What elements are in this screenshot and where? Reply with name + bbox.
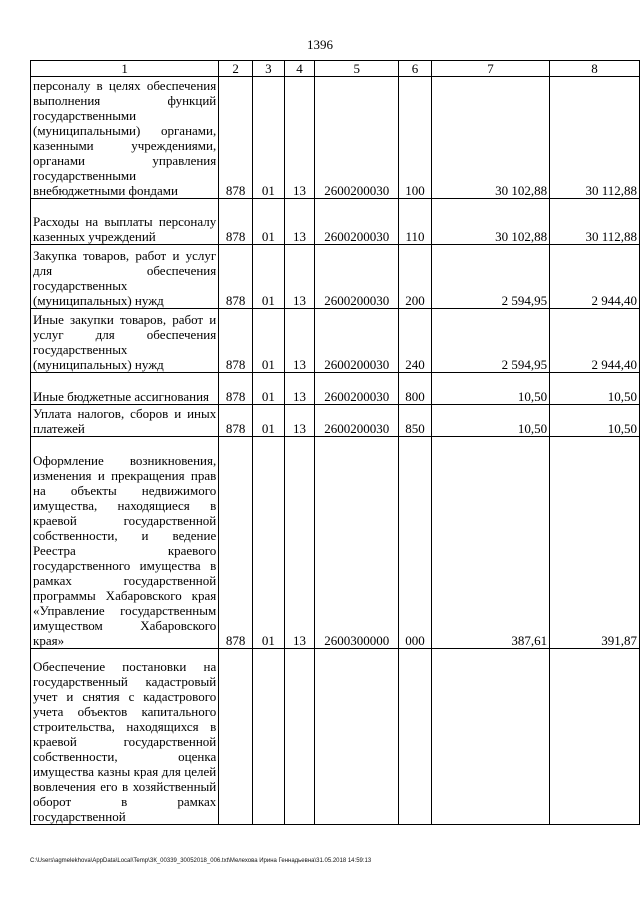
amount-2019: 2 594,95	[431, 309, 549, 373]
amount-2020: 10,50	[550, 405, 640, 437]
amount-2020: 2 944,40	[550, 245, 640, 309]
column-header: 2	[219, 61, 253, 77]
row-name: Оформление возникновения, изменения и прекращения прав на объекты недвижимого имущества, находящиеся в краевой государственной собственности, и ведение Реестра краевого государственного имущества в рамках государственной программы Хабаровского края «Управление государственным имуществом Хабаровского края»	[31, 437, 219, 649]
amount-2019: 30 102,88	[431, 77, 549, 199]
expense-type-code: 850	[399, 405, 432, 437]
expense-type-code: 240	[399, 309, 432, 373]
admin-code	[219, 649, 253, 825]
column-header: 7	[431, 61, 549, 77]
admin-code: 878	[219, 199, 253, 245]
amount-2020: 30 112,88	[550, 199, 640, 245]
admin-code: 878	[219, 245, 253, 309]
amount-2019: 10,50	[431, 373, 549, 405]
table-row	[31, 309, 640, 373]
subsection-code	[284, 649, 315, 825]
budget-table	[30, 60, 640, 825]
subsection-code: 13	[284, 309, 315, 373]
row-name: Расходы на выплаты персоналу казенных учреждений	[31, 199, 219, 245]
admin-code: 878	[219, 437, 253, 649]
section-code: 01	[253, 405, 285, 437]
file-path-footer: C:\Users\agmelekhova\AppData\Local\Temp\ЗК_00339_30052018_006.txt\Мелехова Ирина Геннадьевна\31.05.2018 14:59:13	[30, 858, 372, 864]
subsection-code: 13	[284, 199, 315, 245]
row-name: Иные закупки товаров, работ и услуг для обеспечения государственных (муниципальных) нужд	[31, 309, 219, 373]
table-header-row	[31, 61, 640, 77]
amount-2020: 391,87	[550, 437, 640, 649]
column-header: 6	[399, 61, 432, 77]
amount-2020: 2 944,40	[550, 309, 640, 373]
amount-2019: 30 102,88	[431, 199, 549, 245]
target-code: 2600200030	[315, 309, 399, 373]
amount-2020: 10,50	[550, 373, 640, 405]
target-code: 2600300000	[315, 437, 399, 649]
target-code: 2600200030	[315, 373, 399, 405]
section-code: 01	[253, 245, 285, 309]
amount-2019: 10,50	[431, 405, 549, 437]
amount-2020	[550, 649, 640, 825]
row-name: Закупка товаров, работ и услуг для обеспечения государственных (муниципальных) нужд	[31, 245, 219, 309]
table-row	[31, 405, 640, 437]
column-header: 4	[284, 61, 315, 77]
table-row	[31, 437, 640, 649]
target-code: 2600200030	[315, 77, 399, 199]
expense-type-code: 100	[399, 77, 432, 199]
column-header: 5	[315, 61, 399, 77]
subsection-code: 13	[284, 245, 315, 309]
expense-type-code: 800	[399, 373, 432, 405]
amount-2020: 30 112,88	[550, 77, 640, 199]
subsection-code: 13	[284, 405, 315, 437]
section-code	[253, 649, 285, 825]
admin-code: 878	[219, 77, 253, 199]
subsection-code: 13	[284, 437, 315, 649]
admin-code: 878	[219, 309, 253, 373]
section-code: 01	[253, 437, 285, 649]
section-code: 01	[253, 309, 285, 373]
table-row	[31, 649, 640, 825]
column-header: 1	[31, 61, 219, 77]
admin-code: 878	[219, 373, 253, 405]
column-header: 8	[550, 61, 640, 77]
section-code: 01	[253, 199, 285, 245]
expense-type-code: 200	[399, 245, 432, 309]
expense-type-code	[399, 649, 432, 825]
section-code: 01	[253, 373, 285, 405]
table-row	[31, 245, 640, 309]
row-name: Иные бюджетные ассигнования	[31, 373, 219, 405]
subsection-code: 13	[284, 77, 315, 199]
target-code: 2600200030	[315, 405, 399, 437]
expense-type-code: 110	[399, 199, 432, 245]
admin-code: 878	[219, 405, 253, 437]
page-number: 1396	[307, 37, 333, 52]
subsection-code: 13	[284, 373, 315, 405]
table-row	[31, 77, 640, 199]
expense-type-code: 000	[399, 437, 432, 649]
column-header: 3	[253, 61, 285, 77]
amount-2019: 2 594,95	[431, 245, 549, 309]
target-code: 2600200030	[315, 245, 399, 309]
table-row	[31, 199, 640, 245]
row-name: персоналу в целях обеспечения выполнения функций государственными (муниципальными) органами, казенными учреждениями, органами управления государственными внебюджетными фондами	[31, 77, 219, 199]
amount-2019: 387,61	[431, 437, 549, 649]
amount-2019	[431, 649, 549, 825]
table-row	[31, 373, 640, 405]
section-code: 01	[253, 77, 285, 199]
target-code	[315, 649, 399, 825]
row-name: Уплата налогов, сборов и иных платежей	[31, 405, 219, 437]
row-name: Обеспечение постановки на государственный кадастровый учет и снятия с кадастрового учета объектов капитального строительства, находящихся в краевой государственной собственности, оценка имущества казны края для целей вовлечения его в хозяйственный оборот в рамках государственной	[31, 649, 219, 825]
target-code: 2600200030	[315, 199, 399, 245]
